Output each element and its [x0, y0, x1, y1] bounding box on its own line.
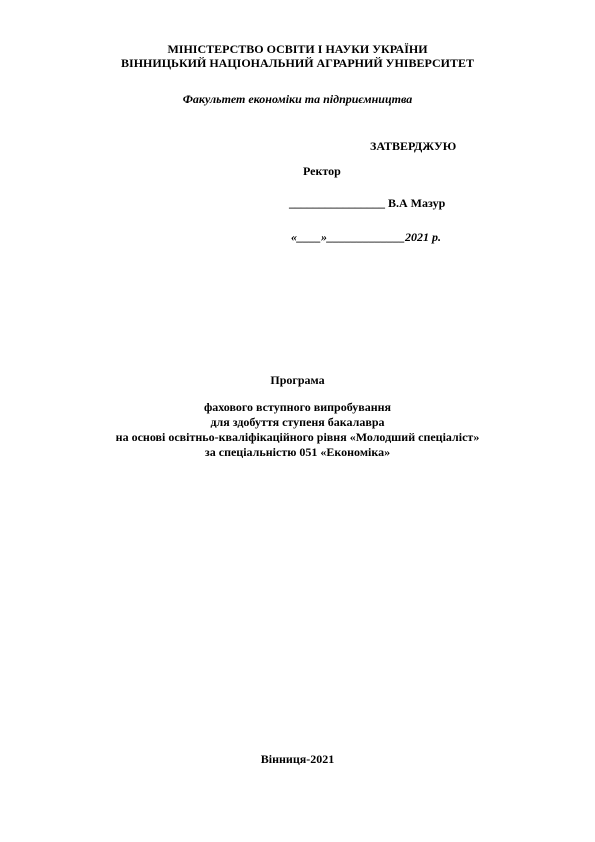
- faculty-name: Факультет економіки та підприємництва: [182, 92, 413, 106]
- program-title: Програма: [270, 373, 325, 387]
- rector-position: Ректор: [303, 164, 341, 178]
- rector-signature-line: ________________ В.А Мазур: [289, 196, 446, 210]
- city-year: Вінниця-2021: [260, 752, 335, 766]
- ministry-name: МІНІСТЕРСТВО ОСВІТИ І НАУКИ УКРАЇНИ: [167, 42, 428, 56]
- program-subtitle-line2: для здобуття ступеня бакалавра: [210, 415, 385, 429]
- program-subtitle-line3: на основі освітньо-кваліфікаційного рівня «Молодший спеціаліст»: [115, 430, 480, 444]
- approval-heading: ЗАТВЕРДЖУЮ: [370, 139, 457, 153]
- program-subtitle-line1: фахового вступного випробування: [203, 400, 392, 414]
- university-name: ВІННИЦЬКИЙ НАЦІОНАЛЬНИЙ АГРАРНИЙ УНІВЕРСИТЕТ: [121, 56, 474, 70]
- approval-date-line: «____»_____________2021 р.: [291, 230, 441, 244]
- program-subtitle-line4: за спеціальністю 051 «Економіка»: [204, 445, 391, 459]
